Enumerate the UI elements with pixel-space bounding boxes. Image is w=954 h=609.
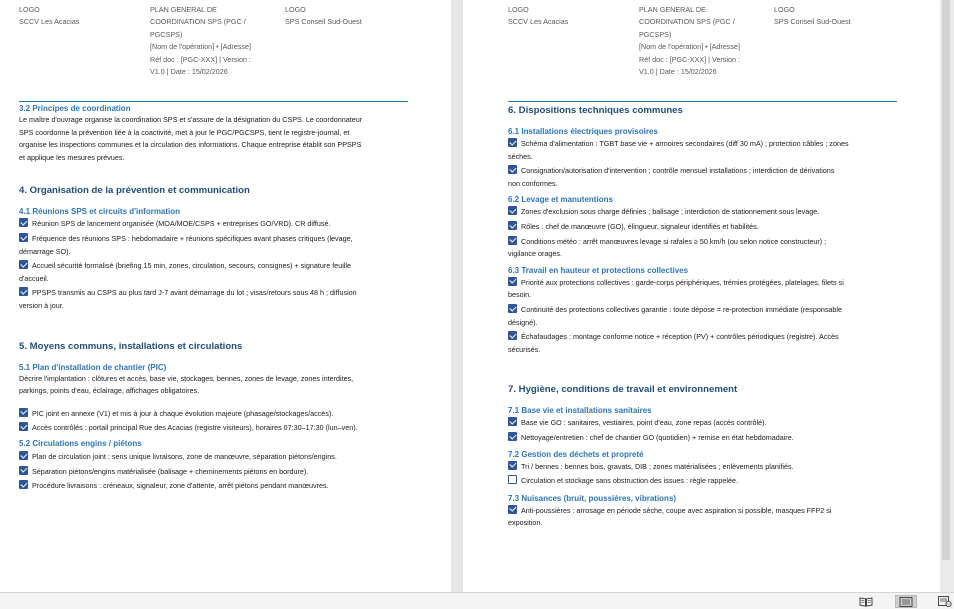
checkbox-checked-icon[interactable] [508, 221, 517, 230]
checklist-item [508, 236, 903, 261]
right-page-content [508, 104, 903, 530]
checkbox-checked-icon[interactable] [19, 480, 28, 489]
checklist-item [19, 480, 414, 493]
paragraph-line: parkings, points d'eau, éclairage, affichages obligatoires. [19, 386, 200, 396]
heading-7-1: 7.1 Base vie et installations sanitaires [508, 406, 652, 416]
header-version-date: V1.0 | Date : 15/02/2026 [150, 67, 228, 77]
paragraph-line: SPS coordonne la prévention liée à la coactivité, met à jour le PGC/PGCSPS, tient le registre-journal, et [19, 127, 350, 137]
checklist-item-text: Consignation/autorisation d'intervention ; contrôle mensuel installations ; interdiction de dérivations [521, 166, 835, 176]
checkbox-checked-icon[interactable] [19, 233, 28, 242]
checklist-item [508, 432, 903, 445]
checklist-item [508, 417, 903, 430]
header-client-name: SCCV Les Acacias [508, 17, 569, 27]
scrollbar-thumb[interactable] [942, 0, 950, 560]
checklist-item [508, 461, 903, 474]
header-left-block [19, 4, 79, 29]
heading-5: 5. Moyens communs, installations et circulations [19, 340, 243, 352]
page-gap [451, 0, 463, 592]
checklist-item [508, 277, 903, 302]
checklist-item-text: Rôles : chef de manœuvre (GO), élingueur, signaleur identifiés et habilités. [521, 221, 759, 231]
print-layout-button[interactable] [895, 595, 917, 608]
header-logo-left: LOGO [19, 5, 40, 14]
checkbox-checked-icon[interactable] [19, 422, 28, 431]
checkbox-checked-icon[interactable] [19, 451, 28, 460]
checklist-item-text-cont: vigilance orages. [508, 249, 562, 259]
checklist-item-text: PIC joint en annexe (V1) et mis à jour à chaque évolution majeure (phasage/stockages/accès). [32, 408, 334, 418]
header-center-block [639, 4, 740, 78]
heading-5-2: 5.2 Circulations engins / piétons [19, 438, 142, 448]
checkbox-checked-icon[interactable] [508, 165, 517, 174]
checklist-item [19, 451, 414, 464]
paragraph-line: Le maître d'ouvrage organise la coordination SPS et s'assure de la désignation du CSPS. Le coordonnateur [19, 115, 363, 124]
checklist-item [19, 422, 414, 435]
checklist-item-text: Plan de circulation joint : sens unique livraisons, zone de manœuvre, séparation piétons/engins. [32, 451, 337, 461]
header-right-block [774, 4, 851, 29]
checkbox-checked-icon[interactable] [508, 277, 517, 286]
checklist-item [508, 221, 903, 234]
read-mode-button[interactable] [855, 595, 877, 608]
checklist-item [19, 233, 414, 258]
header-logo-right: LOGO [774, 5, 795, 14]
checklist-item [508, 165, 903, 190]
checklist-item-text-cont: sécurisés. [508, 344, 541, 354]
paragraph-line: organise les inspections communes et la circulation des informations. Chaque entreprise établit son PPSPS [19, 140, 362, 150]
checklist-item [19, 218, 414, 231]
checklist-item-text: Circulation et stockage sans obstruction des issues : règle rappelée. [521, 476, 738, 486]
checklist-item-text: Réunion SPS de lancement organisée (MOA/MOE/CSPS + entreprises GO/VRD). CR diffusé. [32, 219, 331, 229]
checklist-item-text-cont: non conformes. [508, 178, 558, 188]
checklist-item-text: Séparation piétons/engins matérialisée (balisage + cheminements piétons en bordure). [32, 466, 309, 476]
checkbox-checked-icon[interactable] [508, 505, 517, 514]
checkbox-checked-icon[interactable] [508, 417, 517, 426]
checklist-item-text: Zones d'exclusion sous charge définies ; balisage ; interdiction de stationnement sous levage. [521, 207, 820, 217]
heading-6: 6. Dispositions techniques communes [508, 105, 683, 116]
heading-4: 4. Organisation de la prévention et communication [19, 185, 250, 197]
checklist-item [19, 260, 414, 285]
web-layout-icon [938, 596, 952, 607]
header-client-name: SCCV Les Acacias [19, 17, 80, 27]
checklist-item-text-cont: besoin. [508, 290, 532, 300]
checkbox-checked-icon[interactable] [508, 461, 517, 470]
header-operation: [Nom de l'opération] • [Adresse] [639, 42, 740, 52]
document-page-left [0, 0, 451, 592]
heading-6-2: 6.2 Levage et manutentions [508, 195, 613, 205]
checklist-item-text: Base vie GO : sanitaires, vestiaires, point d'eau, zone repas (accès contrôlé). [521, 418, 767, 428]
checklist-item [508, 505, 903, 530]
header-coordinator-name: SPS Conseil Sud-Ouest [774, 17, 851, 27]
header-ref: Réf doc : [PGC-XXX] | Version : [150, 54, 251, 64]
header-right-block [285, 4, 362, 29]
header-doc-title: PGCSPS) [150, 29, 183, 39]
header-doc-title: COORDINATION SPS (PGC / [150, 17, 246, 27]
checklist-item-text: Accueil sécurité formalisé (briefing 15 min, zones, circulation, secours, consignes) + signature feuille [32, 261, 351, 271]
checklist-item-text: Nettoyage/entretien : chef de chantier GO (quotidien) + remise en état hebdomadaire. [521, 432, 794, 442]
header-left-block [508, 4, 568, 29]
heading-7-2: 7.2 Gestion des déchets et propreté [508, 449, 644, 459]
checklist-item-text: Tri / bennes : bennes bois, gravats, DIB ; zones matérialisées ; enlèvements planifiés. [521, 461, 794, 471]
checkbox-checked-icon[interactable] [508, 236, 517, 245]
checkbox-checked-icon[interactable] [508, 432, 517, 441]
checklist-item-text: Accès contrôlés : portail principal Rue des Acacias (registre visiteurs), horaires 07:30–17:30 (lun–ven). [32, 423, 358, 433]
checklist-item-text: Anti-poussières : arrosage en période sèche, coupe avec aspiration si possible, masques FFP2 si [521, 505, 832, 515]
header-operation: [Nom de l'opération] • [Adresse] [150, 42, 251, 52]
checklist-item [19, 408, 414, 421]
header-rule [19, 101, 408, 102]
checkbox-checked-icon[interactable] [19, 408, 28, 417]
checklist-item-text-cont: désigné). [508, 317, 538, 327]
heading-7: 7. Hygiène, conditions de travail et environnement [508, 384, 738, 396]
checkbox-checked-icon[interactable] [19, 287, 28, 296]
header-doc-title: COORDINATION SPS (PGC / [639, 17, 735, 27]
checkbox-checked-icon[interactable] [19, 260, 28, 269]
checklist-item [508, 475, 903, 488]
checklist-item [508, 331, 903, 356]
header-ref: Réf doc : [PGC-XXX] | Version : [639, 54, 740, 64]
header-rule [508, 101, 897, 102]
heading-7-3: 7.3 Nuisances (bruit, poussières, vibrations) [508, 493, 677, 503]
heading-6-1: 6.1 Installations électriques provisoires [508, 127, 658, 136]
page-layout-icon [899, 597, 913, 607]
header-center-block [150, 4, 251, 78]
checklist-item-text: Priorité aux protections collectives : garde-corps périphériques, trémies protégées, platelages, filets si [521, 277, 844, 287]
checklist-item-text-cont: version à jour. [19, 300, 64, 310]
header-logo-left: LOGO [508, 5, 529, 14]
header-version-date: V1.0 | Date : 15/02/2026 [639, 67, 717, 77]
checklist-item-text: Échafaudages : montage conforme notice + réception (PV) + contrôles périodiques (registre). Accès [521, 332, 839, 342]
checklist-item-text: Fréquence des réunions SPS : hebdomadaire + réunions spécifiques avant phases critiques (levage, [32, 233, 353, 243]
document-page-right [463, 0, 940, 592]
status-bar [0, 592, 954, 609]
paragraph-line: Décrire l'implantation : clôtures et accès, base vie, stockages, bennes, zones de levage, zones interdites, [19, 373, 354, 383]
web-layout-button[interactable] [934, 595, 954, 608]
heading-3-2: 3.2 Principes de coordination [19, 104, 131, 113]
heading-4-1: 4.1 Réunions SPS et circuits d'information [19, 207, 181, 217]
checklist-item [508, 304, 903, 329]
checklist-item-text-cont: sèches. [508, 151, 533, 161]
checklist-item-text-cont: exposition. [508, 518, 543, 528]
left-page-content [19, 103, 414, 493]
checklist-item [19, 287, 414, 312]
checklist-item-text-cont: démarrage SO). [19, 246, 71, 256]
checkbox-checked-icon[interactable] [508, 331, 517, 340]
checklist-item [508, 206, 903, 219]
checklist-item-text: Procédure livraisons : créneaux, signaleur, zone d'attente, arrêt piétons pendant manœuvres. [32, 481, 329, 491]
checkbox-checked-icon[interactable] [508, 304, 517, 313]
heading-5-1: 5.1 Plan d'installation de chantier (PIC) [19, 362, 167, 372]
checklist-item [19, 466, 414, 479]
header-logo-right: LOGO [285, 5, 306, 14]
checklist-item-text: Schéma d'alimentation : TGBT base vie + armoires secondaires (diff 30 mA) ; protection câbles ; zones [521, 139, 849, 148]
header-doc-title: PGCSPS) [639, 29, 672, 39]
checkbox-checked-icon[interactable] [19, 218, 28, 227]
checklist-item-text: PPSPS transmis au CSPS au plus tard J-7 avant démarrage du lot ; visas/retours sous 48 h ; diffusion [32, 288, 357, 298]
checkbox-checked-icon[interactable] [508, 138, 517, 147]
checklist-item-text: Conditions météo : arrêt manœuvres levage si rafales ≥ 50 km/h (ou selon notice constructeur) ; [521, 236, 827, 246]
paragraph-line: et applique les mesures prévues. [19, 152, 125, 162]
header-doc-title: PLAN GENERAL DE [150, 5, 217, 14]
book-icon [859, 597, 873, 607]
checkbox-checked-icon[interactable] [19, 466, 28, 475]
checkbox-checked-icon[interactable] [508, 206, 517, 215]
heading-6-3: 6.3 Travail en hauteur et protections collectives [508, 265, 689, 275]
checklist-item-text-cont: d'accueil. [19, 273, 49, 283]
checkbox-unchecked-icon[interactable] [508, 475, 517, 484]
header-doc-title: PLAN GENERAL DE [639, 5, 706, 14]
checklist-item [508, 138, 903, 163]
checklist-item-text: Continuité des protections collectives garantie : toute dépose = re-protection immédiate (responsable [521, 304, 843, 314]
header-coordinator-name: SPS Conseil Sud-Ouest [285, 17, 362, 27]
